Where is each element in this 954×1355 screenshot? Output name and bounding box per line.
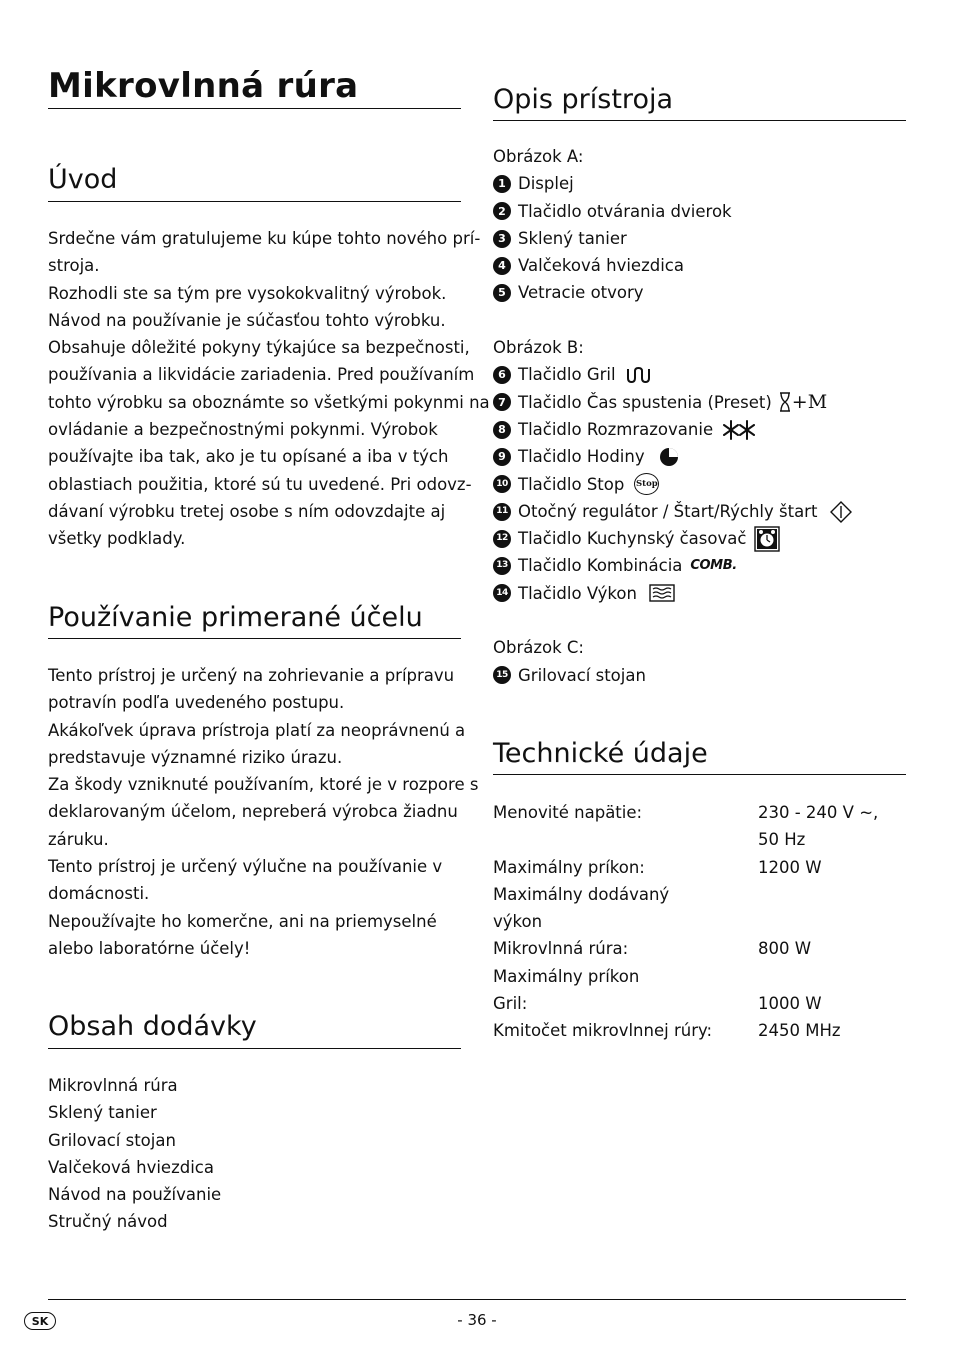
intro-text bbox=[48, 225, 490, 553]
clock-icon bbox=[659, 447, 679, 467]
intended-use-heading: Používanie primerané účelu bbox=[48, 600, 461, 639]
list-item bbox=[493, 552, 906, 579]
list-item bbox=[493, 443, 906, 470]
item-label: Valčeková hviezdica bbox=[518, 256, 684, 276]
item-label: Otočný regulátor / Štart/Rýchly štart bbox=[518, 501, 818, 521]
spec-label: Maximálny dodávaný bbox=[493, 884, 670, 904]
number-badge: 10 bbox=[493, 475, 511, 493]
list-item: Sklený tanier bbox=[48, 1103, 157, 1123]
intended-use-text bbox=[48, 662, 479, 962]
intended-use-line: potravín podľa uvedeného postupu. bbox=[48, 693, 345, 713]
comb-icon bbox=[690, 552, 736, 579]
intro-line: Srdečne vám gratulujeme ku kúpe tohto nového prí- bbox=[48, 229, 481, 248]
table-row bbox=[493, 935, 906, 962]
intended-use-line: Nepoužívajte ho komerčne, ani na priemyselné bbox=[48, 911, 437, 931]
item-label: Tlačidlo Gril bbox=[518, 365, 616, 385]
list-item bbox=[493, 662, 906, 689]
number-badge: 11 bbox=[493, 503, 511, 521]
table-row bbox=[493, 854, 906, 881]
number-badge: 14 bbox=[493, 584, 511, 602]
delivery-list bbox=[48, 1072, 461, 1236]
preset-hourglass-m-icon bbox=[778, 392, 827, 412]
item-label: Tlačidlo Rozmrazovanie bbox=[518, 419, 714, 439]
intro-line: Rozhodli ste sa tým pre vysokokvalitný výrobok. bbox=[48, 283, 447, 303]
intended-use-line: záruku. bbox=[48, 829, 109, 849]
figure-b-label: Obrázok B: bbox=[493, 338, 584, 358]
list-item: Stručný návod bbox=[48, 1212, 168, 1232]
list-item bbox=[493, 279, 906, 306]
table-row bbox=[493, 826, 906, 853]
number-badge: 9 bbox=[493, 448, 511, 466]
list-item bbox=[493, 361, 906, 388]
list-item bbox=[493, 525, 906, 552]
intro-line: dávaní výrobku tretej osobe s ním odovzdajte aj bbox=[48, 501, 446, 521]
spec-value: 50 Hz bbox=[758, 830, 806, 850]
stop-icon bbox=[634, 473, 659, 495]
description-list bbox=[493, 143, 906, 689]
technical-heading: Technické údaje bbox=[493, 736, 906, 775]
list-item bbox=[493, 416, 906, 443]
table-row bbox=[493, 881, 906, 908]
item-label: Tlačidlo Hodiny bbox=[518, 447, 645, 467]
item-label: Tlačidlo Kuchynský časovač bbox=[518, 529, 747, 549]
list-item: Valčeková hviezdica bbox=[48, 1157, 214, 1177]
intended-use-line: Za škody vzniknuté používaním, ktoré je v rozpore s bbox=[48, 775, 479, 795]
spec-value: 2450 MHz bbox=[758, 1021, 841, 1041]
item-label: Sklený tanier bbox=[518, 228, 627, 248]
figure-c-label: Obrázok C: bbox=[493, 638, 584, 658]
spec-value: 1200 W bbox=[758, 857, 822, 877]
spec-label: Gril: bbox=[493, 994, 528, 1014]
intended-use-line: Akákoľvek úprava prístroja platí za neoprávnenú a bbox=[48, 720, 466, 740]
number-badge: 7 bbox=[493, 393, 511, 411]
defrost-icon bbox=[723, 419, 755, 441]
list-item: Návod na používanie bbox=[48, 1185, 222, 1205]
spec-value: 1000 W bbox=[758, 994, 822, 1014]
intro-line: Návod na používanie je súčasťou tohto výrobku. bbox=[48, 310, 446, 330]
spacer bbox=[493, 307, 906, 334]
number-badge: 6 bbox=[493, 366, 511, 384]
number-badge: 4 bbox=[493, 257, 511, 275]
power-level-icon bbox=[649, 584, 675, 602]
item-label: Grilovací stojan bbox=[518, 665, 646, 685]
start-diamond-icon bbox=[830, 501, 852, 523]
page-title: Mikrovlnná rúra bbox=[48, 64, 461, 109]
number-badge: 13 bbox=[493, 557, 511, 575]
item-label: Vetracie otvory bbox=[518, 283, 644, 303]
comb-icon-text: COMB. bbox=[690, 558, 737, 574]
figure-a-label: Obrázok A: bbox=[493, 147, 584, 166]
number-badge: 2 bbox=[493, 202, 511, 220]
item-label: Tlačidlo Čas spustenia (Preset) bbox=[518, 392, 772, 412]
spec-value: 230 - 240 V ~, bbox=[758, 803, 879, 822]
spec-label: Kmitočet mikrovlnnej rúry: bbox=[493, 1021, 713, 1041]
list-item bbox=[493, 225, 906, 252]
list-item bbox=[493, 498, 906, 525]
spec-label: Maximálny príkon bbox=[493, 966, 640, 986]
number-badge: 12 bbox=[493, 530, 511, 548]
intended-use-line: predstavuje významné riziko úrazu. bbox=[48, 747, 343, 767]
number-badge: 8 bbox=[493, 421, 511, 439]
intro-heading: Úvod bbox=[48, 162, 461, 202]
spec-label: Menovité napätie: bbox=[493, 803, 643, 822]
intended-use-line: alebo laboratórne účely! bbox=[48, 938, 251, 958]
delivery-heading: Obsah dodávky bbox=[48, 1009, 461, 1049]
grill-icon bbox=[626, 366, 652, 384]
spec-value: 800 W bbox=[758, 939, 812, 959]
table-row bbox=[493, 908, 906, 935]
kitchen-timer-icon bbox=[754, 526, 780, 552]
intended-use-line: deklarovaným účelom, nepreberá výrobca žiadnu bbox=[48, 802, 458, 822]
list-item bbox=[493, 580, 906, 607]
number-badge: 5 bbox=[493, 284, 511, 302]
list-item bbox=[493, 198, 906, 225]
table-row bbox=[493, 799, 906, 826]
item-label: Tlačidlo Stop bbox=[518, 474, 625, 494]
spacer bbox=[493, 607, 906, 634]
intro-line: stroja. bbox=[48, 256, 100, 276]
list-item: Mikrovlnná rúra bbox=[48, 1076, 178, 1095]
stop-icon-text: Stop bbox=[634, 473, 659, 495]
list-item bbox=[493, 252, 906, 279]
intended-use-line: Tento prístroj je určený výlučne na používanie v bbox=[48, 857, 443, 877]
spec-label bbox=[493, 826, 758, 853]
intended-use-line: Tento prístroj je určený na zohrievanie a prípravu bbox=[48, 666, 455, 685]
table-row bbox=[493, 1017, 906, 1044]
page-number: - 36 - bbox=[457, 1311, 497, 1329]
number-badge: 3 bbox=[493, 230, 511, 248]
list-item bbox=[493, 471, 906, 498]
spec-label: Maximálny príkon: bbox=[493, 857, 645, 877]
spec-label: Mikrovlnná rúra: bbox=[493, 939, 629, 959]
item-label: Tlačidlo Výkon bbox=[518, 583, 637, 603]
intro-line: ovládanie a bezpečnostnými pokynmi. Výrobok bbox=[48, 420, 438, 440]
list-item bbox=[493, 170, 906, 197]
number-badge: 1 bbox=[493, 175, 511, 193]
intro-line: tohto výrobku sa oboznámte so všetkými pokynmi na bbox=[48, 392, 490, 412]
footer-divider bbox=[48, 1299, 906, 1300]
intro-line: oblastiach použitia, ktoré sú tu uvedené. Pri odovz- bbox=[48, 474, 472, 494]
spec-label: výkon bbox=[493, 912, 543, 932]
language-badge: SK bbox=[24, 1312, 56, 1330]
preset-icon-text: +M bbox=[791, 391, 828, 414]
item-label: Tlačidlo Kombinácia bbox=[518, 556, 683, 576]
list-item: Grilovací stojan bbox=[48, 1130, 176, 1150]
intro-line: používajte iba tak, ako je tu opísané a iba v tých bbox=[48, 447, 449, 467]
technical-table bbox=[493, 799, 906, 1045]
table-row bbox=[493, 963, 906, 990]
description-heading: Opis prístroja bbox=[493, 82, 906, 121]
number-badge: 15 bbox=[493, 666, 511, 684]
item-label: Displej bbox=[518, 174, 574, 194]
intro-line: Obsahuje dôležité pokyny týkajúce sa bezpečnosti, bbox=[48, 338, 470, 358]
intro-line: všetky podklady. bbox=[48, 529, 186, 549]
list-item bbox=[493, 389, 906, 416]
item-label: Tlačidlo otvárania dvierok bbox=[518, 201, 732, 221]
table-row bbox=[493, 990, 906, 1017]
intended-use-line: domácnosti. bbox=[48, 884, 150, 904]
intro-line: používania a likvidácie zariadenia. Pred používaním bbox=[48, 365, 475, 385]
